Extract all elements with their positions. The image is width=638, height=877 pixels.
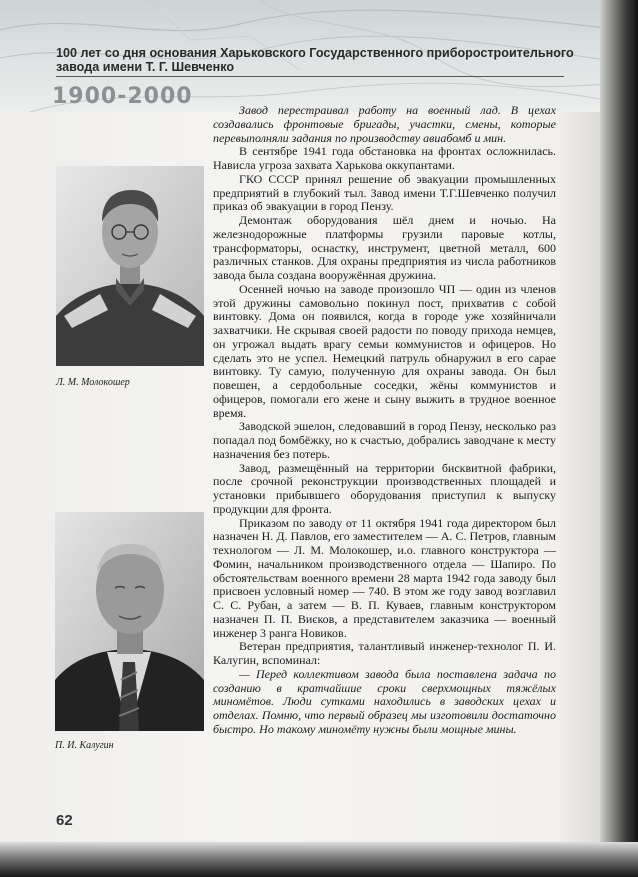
page-header [0,0,606,112]
paragraph: Осенней ночью на заводе произошло ЧП — один из членов этой дружины самовольно покинул пост, прихватив с собой винтовку. Дома он появился, когда в городе уже хозяйничали захватчики. Не скрывая своей радости по поводу прихода немцев, он угрожал выдать врагу семьи коммунистов и офицеров. Но сделать это не успел. Немецкий патруль обнаружил в его сарае винтовку. Ту самую, полученную для охраны завода. Он был повешен, а сердобольные соседки, жёны коммунистов и офицеров, помогали его жене и сыну выжить в трудное военное время. [213,281,556,420]
header-rule [56,76,564,77]
header-title: 100 лет со дня основания Харьковского Государственного приборостроительного завода имени Т. Г. Шевченко [56,46,574,74]
paragraph: В сентябре 1941 года обстановка на фронтах осложнилась. Нависла угроза захвата Харькова оккупантами. [213,144,556,172]
paragraph: — Перед коллективом завода была поставлена задача по созданию в кратчайшие сроки сверхмощных тяжёлых миномётов. Люди сутками находились в заводских цехах и отделах. Помню, что первый образец мы изготовили достаточно быстро. Но такому миномёту нужны были мощные мины. [213,666,556,736]
scan-bottom-shadow [0,842,638,877]
page-number: 62 [56,812,73,829]
paragraph: Ветеран предприятия, талантливый инженер-технолог П. И. Калугин, вспоминал: [213,639,556,667]
article-body [213,104,556,737]
paragraph: Приказом по заводу от 11 октября 1941 года директором был назначен Н. Д. Павлов, его заместителем — А. С. Петров, главным технологом — Л. М. Молокошер, и.о. главного конструктора — Фомин, начальником производственного отдела — Шапиро. По обстоятельствам военного времени 28 марта 1942 года заводу был присвоен условный номер — 740. В этом же году завод возглавил С. С. Рубан, а затем — В. П. Куваев, главным конструктором назначен П. П. Виєков, а представителем заказчика — военный инженер 3 ранга Новиков. [213,515,556,640]
paragraph: ГКО СССР принял решение об эвакуации промышленных предприятий в глубокий тыл. Завод имени Т.Г.Шевченко получил приказ об эвакуации в город Пензу. [213,171,556,214]
portrait-photo-molokosher [56,166,204,366]
paragraph: Завод, размещённый на территории бисквитной фабрики, после срочной реконструкции производственных площадей и установки прибывшего оборудования приступил к выпуску продукции для фронта. [213,460,556,516]
photo-caption: Л. М. Молокошер [56,377,130,388]
portrait-photo-kalugin [55,512,204,731]
paragraph: Завод перестраивал работу на военный лад. В цехах создавались фронтовые бригады, участки, смены, которые перевыполняли задания по производству авиабомб и мин. [213,103,556,145]
photo-caption: П. И. Калугин [55,740,114,751]
paragraph: Демонтаж оборудования шёл днем и ночью. На железнодорожные платформы грузили паровые котлы, трансформаторы, оснастку, инструмент, цветной металл, 600 различных станков. Для охраны предприятия из числа работников завода была создана вооружённая дружина. [213,213,556,282]
paragraph: Заводской эшелон, следовавший в город Пензу, несколько раз попадал под бомбёжку, но к счастью, добрались заводчане к месту назначения без потерь. [213,419,556,461]
header-years: 1900-2000 [52,84,193,109]
book-binding-shadow [600,0,638,877]
